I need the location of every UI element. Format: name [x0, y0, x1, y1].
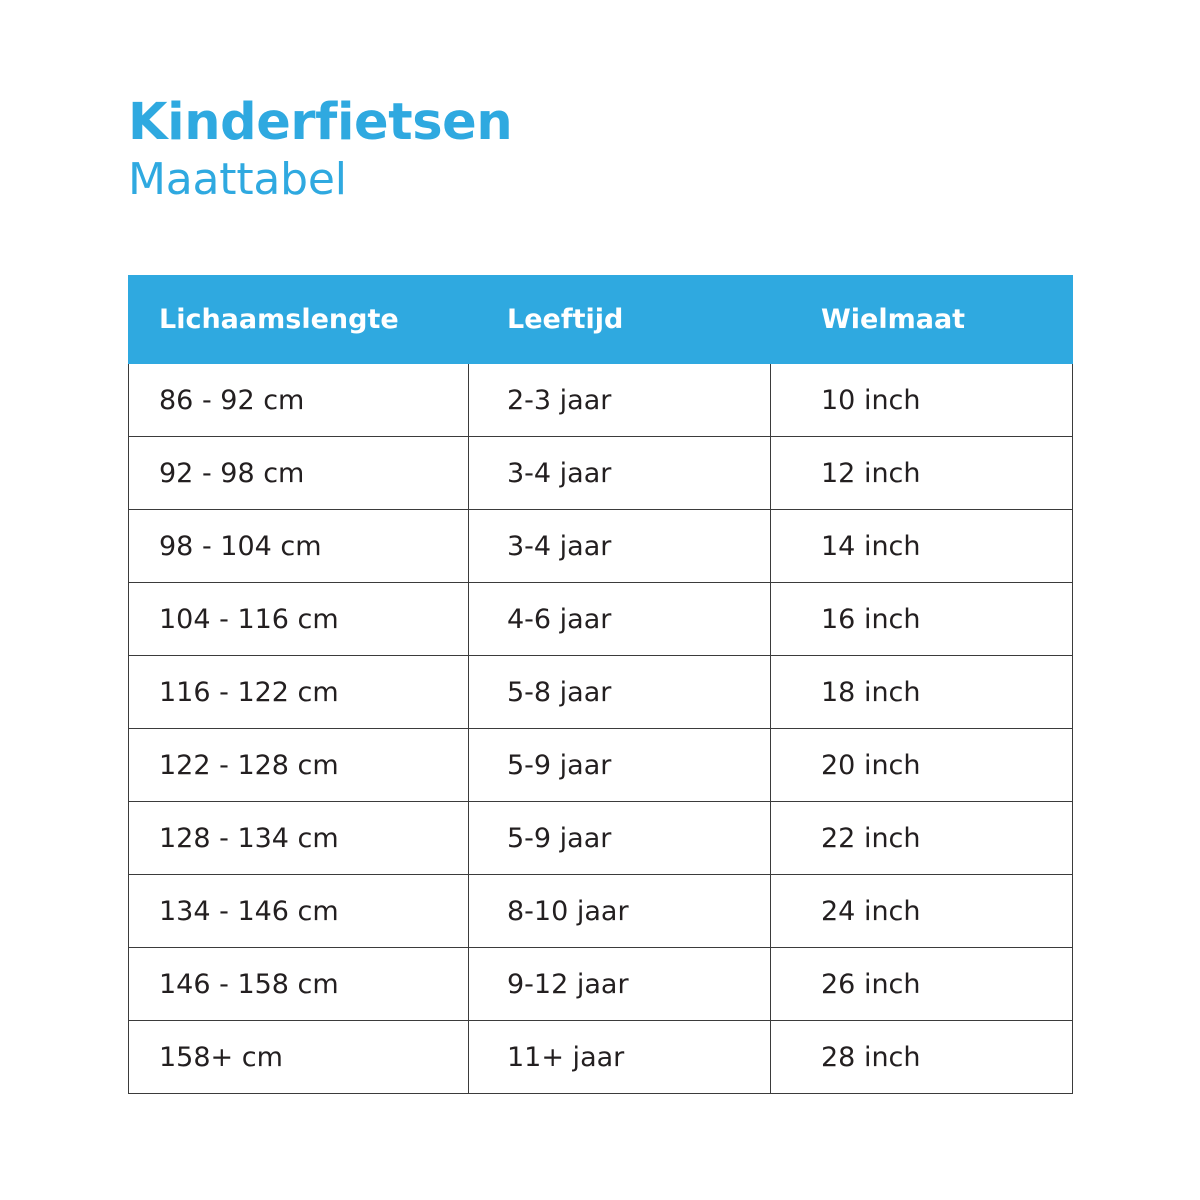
column-header-leeftijd: Leeftijd — [469, 276, 771, 364]
cell-wheel: 10 inch — [771, 364, 1073, 437]
table-row — [129, 729, 1073, 802]
cell-length: 158+ cm — [129, 1021, 469, 1094]
cell-length: 122 - 128 cm — [129, 729, 469, 802]
cell-length: 98 - 104 cm — [129, 510, 469, 583]
cell-length: 146 - 158 cm — [129, 948, 469, 1021]
cell-wheel: 20 inch — [771, 729, 1073, 802]
table-row — [129, 875, 1073, 948]
table-row — [129, 656, 1073, 729]
cell-length: 128 - 134 cm — [129, 802, 469, 875]
table-row — [129, 583, 1073, 656]
size-table-container — [128, 275, 1072, 1094]
cell-age: 3-4 jaar — [469, 510, 771, 583]
page-subtitle: Maattabel — [128, 154, 347, 206]
cell-age: 4-6 jaar — [469, 583, 771, 656]
page-title: Kinderfietsen — [128, 93, 513, 152]
cell-age: 5-8 jaar — [469, 656, 771, 729]
cell-wheel: 26 inch — [771, 948, 1073, 1021]
cell-length: 134 - 146 cm — [129, 875, 469, 948]
cell-age: 8-10 jaar — [469, 875, 771, 948]
cell-length: 104 - 116 cm — [129, 583, 469, 656]
cell-age: 11+ jaar — [469, 1021, 771, 1094]
column-header-lichaamslengte: Lichaamslengte — [129, 276, 469, 364]
cell-wheel: 14 inch — [771, 510, 1073, 583]
table-header-row — [129, 276, 1073, 364]
cell-length: 116 - 122 cm — [129, 656, 469, 729]
cell-wheel: 18 inch — [771, 656, 1073, 729]
cell-wheel: 22 inch — [771, 802, 1073, 875]
table-row — [129, 948, 1073, 1021]
table-body — [129, 364, 1073, 1094]
cell-length: 86 - 92 cm — [129, 364, 469, 437]
cell-age: 3-4 jaar — [469, 437, 771, 510]
table-row — [129, 364, 1073, 437]
cell-age: 2-3 jaar — [469, 364, 771, 437]
column-header-wielmaat: Wielmaat — [771, 276, 1073, 364]
cell-length: 92 - 98 cm — [129, 437, 469, 510]
cell-wheel: 16 inch — [771, 583, 1073, 656]
cell-wheel: 12 inch — [771, 437, 1073, 510]
table-row — [129, 510, 1073, 583]
cell-age: 5-9 jaar — [469, 802, 771, 875]
cell-wheel: 24 inch — [771, 875, 1073, 948]
table-head — [129, 276, 1073, 364]
page-header — [128, 95, 512, 204]
cell-age: 9-12 jaar — [469, 948, 771, 1021]
cell-age: 5-9 jaar — [469, 729, 771, 802]
table-row — [129, 1021, 1073, 1094]
table-row — [129, 437, 1073, 510]
cell-wheel: 28 inch — [771, 1021, 1073, 1094]
table-row — [129, 802, 1073, 875]
size-table — [128, 275, 1073, 1094]
